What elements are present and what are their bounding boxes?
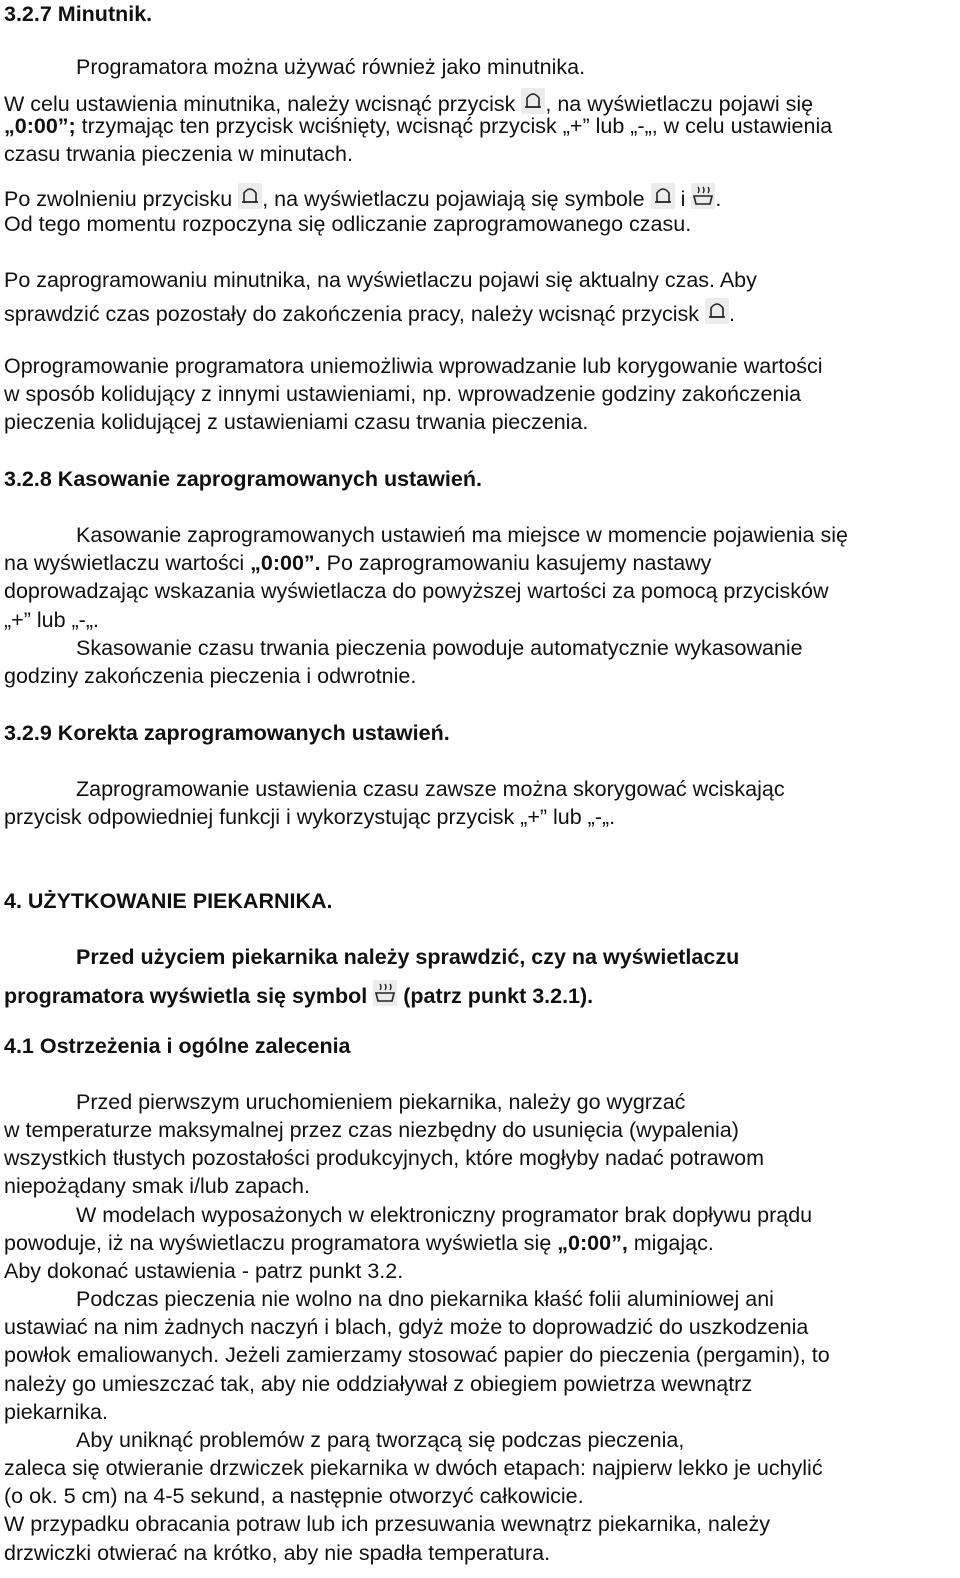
heading-3-2-8: 3.2.8 Kasowanie zaprogramowanych ustawień. xyxy=(4,467,482,491)
paragraph-line xyxy=(4,298,735,326)
text-run: sprawdzić czas pozostały do zakończenia pracy, należy wcisnąć przycisk xyxy=(4,302,700,326)
text-run: (patrz punkt 3.2.1). xyxy=(397,984,594,1008)
text-run: trzymając ten przycisk wciśnięty, wcisnąć przycisk „+” lub „-„, w celu ustawienia xyxy=(75,114,833,138)
paragraph-line xyxy=(4,553,711,575)
paragraph-line: Zaprogramowanie ustawienia czasu zawsze można skorygować wciskając xyxy=(76,777,785,801)
paragraph-line: Programatora można używać również jako minutnika. xyxy=(76,55,586,79)
heading-4-1: 4.1 Ostrzeżenia i ogólne zalecenia xyxy=(4,1034,351,1058)
heading-3-2-7: 3.2.7 Minutnik. xyxy=(4,2,153,26)
paragraph-line xyxy=(4,980,593,1008)
paragraph-line: Od tego momentu rozpoczyna się odliczanie zaprogramowanego czasu. xyxy=(4,212,692,236)
heading-3-2-9: 3.2.9 Korekta zaprogramowanych ustawień. xyxy=(4,721,450,745)
display-value: „0:00”. xyxy=(250,551,321,575)
text-run: , na wyświetlaczu pojawi się xyxy=(545,92,814,116)
text-run: migając. xyxy=(627,1231,714,1255)
paragraph-line: Aby uniknąć problemów z parą tworzącą się podczas pieczenia, xyxy=(76,1428,685,1452)
paragraph-line: przycisk odpowiedniej funkcji i wykorzystując przycisk „+” lub „-„. xyxy=(4,805,616,829)
cooking-icon xyxy=(691,183,715,209)
paragraph-line: pieczenia kolidującej z ustawieniami czasu trwania pieczenia. xyxy=(4,410,589,434)
paragraph-line xyxy=(4,1233,714,1255)
paragraph-line: Kasowanie zaprogramowanych ustawień ma miejsce w momencie pojawienia się xyxy=(76,523,848,547)
paragraph-line: W przypadku obracania potraw lub ich przesuwania wewnątrz piekarnika, należy xyxy=(4,1512,771,1536)
bell-icon xyxy=(238,183,262,209)
paragraph-line: wszystkich tłustych pozostałości produkcyjnych, które mogłyby nadać potrawom xyxy=(4,1146,764,1170)
paragraph-line: niepożądany smak i/lub zapach. xyxy=(4,1174,310,1198)
cooking-icon xyxy=(373,980,397,1006)
paragraph-line xyxy=(4,88,813,116)
paragraph-line: drzwiczki otwierać na krótko, aby nie spadła temperatura. xyxy=(4,1541,551,1565)
heading-4: 4. UŻYTKOWANIE PIEKARNIKA. xyxy=(4,889,333,913)
paragraph-line: powłok emaliowanych. Jeżeli zamierzamy stosować papier do pieczenia (pergamin), to xyxy=(4,1343,830,1367)
paragraph-line: zaleca się otwieranie drzwiczek piekarnika w dwóch etapach: najpierw lekko je uchylić xyxy=(4,1456,823,1480)
bell-icon xyxy=(651,183,675,209)
display-value: „0:00”; xyxy=(4,114,76,138)
paragraph-line: (o ok. 5 cm) na 4-5 sekund, a następnie otworzyć całkowicie. xyxy=(4,1484,584,1508)
paragraph-line: ustawiać na nim żadnych naczyń i blach, gdyż może to doprowadzić do uszkodzenia xyxy=(4,1315,809,1339)
paragraph-line: doprowadzając wskazania wyświetlacza do powyższej wartości za pomocą przycisków xyxy=(4,579,829,603)
display-value: „0:00”, xyxy=(557,1231,628,1255)
text-run: Po zwolnieniu przycisku xyxy=(4,187,233,211)
paragraph-line: w temperaturze maksymalnej przez czas niezbędny do usunięcia (wypalenia) xyxy=(4,1118,739,1142)
text-run: na wyświetlaczu wartości xyxy=(4,551,251,575)
paragraph-line: Po zaprogramowaniu minutnika, na wyświetlaczu pojawi się aktualny czas. Aby xyxy=(4,268,757,292)
text-run: W celu ustawienia minutnika, należy wcisnąć przycisk xyxy=(4,92,516,116)
paragraph-line: W modelach wyposażonych w elektroniczny programator brak dopływu prądu xyxy=(76,1203,813,1227)
paragraph-line: w sposób kolidujący z innymi ustawieniami, np. wprowadzenie godziny zakończenia xyxy=(4,382,802,406)
text-run: . xyxy=(729,302,736,326)
bell-icon xyxy=(705,298,729,324)
text-run: i xyxy=(674,187,686,211)
paragraph-line: Oprogramowanie programatora uniemożliwia wprowadzanie lub korygowanie wartości xyxy=(4,354,823,378)
text-run: . xyxy=(715,187,722,211)
paragraph-line: piekarnika. xyxy=(4,1400,108,1424)
paragraph-line: czasu trwania pieczenia w minutach. xyxy=(4,142,353,166)
paragraph-line: „+” lub „-„. xyxy=(4,608,99,632)
paragraph-line xyxy=(4,183,721,211)
text-run: programatora wyświetla się symbol xyxy=(4,984,368,1008)
paragraph-line: Aby dokonać ustawienia - patrz punkt 3.2. xyxy=(4,1259,404,1283)
bell-icon xyxy=(521,88,545,114)
paragraph-line xyxy=(4,116,832,138)
paragraph-line: Przed pierwszym uruchomieniem piekarnika, należy go wygrzać xyxy=(76,1090,686,1114)
paragraph-line: godziny zakończenia pieczenia i odwrotnie. xyxy=(4,664,417,688)
paragraph-line: Podczas pieczenia nie wolno na dno piekarnika kłaść folii aluminiowej ani xyxy=(76,1287,774,1311)
paragraph-line: należy go umieszczać tak, aby nie oddziaływał z obiegiem powietrza wewnątrz xyxy=(4,1372,753,1396)
text-run: Po zaprogramowaniu kasujemy nastawy xyxy=(320,551,712,575)
text-run: powoduje, iż na wyświetlaczu programatora wyświetla się xyxy=(4,1231,558,1255)
paragraph-line: Przed użyciem piekarnika należy sprawdzić, czy na wyświetlaczu xyxy=(76,945,740,969)
text-run: , na wyświetlaczu pojawiają się symbole xyxy=(262,187,645,211)
paragraph-line: Skasowanie czasu trwania pieczenia powoduje automatycznie wykasowanie xyxy=(76,636,803,660)
